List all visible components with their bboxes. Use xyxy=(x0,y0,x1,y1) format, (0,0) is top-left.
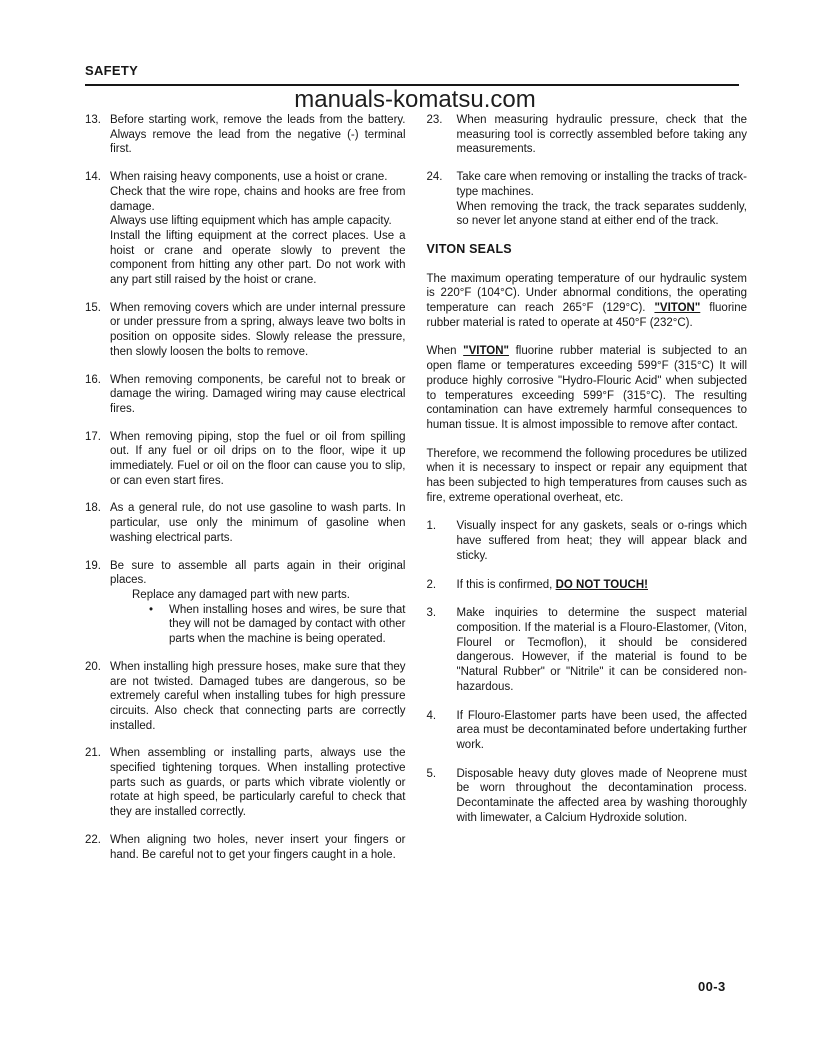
item-number: 14. xyxy=(85,171,101,184)
item-number: 2. xyxy=(426,578,437,591)
viton-paragraph-2 xyxy=(427,344,748,432)
paragraph: Check that the wire rope, chains and hooks are free from damage. xyxy=(110,185,406,213)
list-item-16 xyxy=(85,373,406,417)
paragraph: When assembling or installing parts, always use the specified tightening torques. When installing protective parts such as guards, or parts which vibrate violently or rotate at high speed, be particularly careful to check that they are installed correctly. xyxy=(110,747,406,819)
viton-paragraph-1 xyxy=(427,272,748,331)
list-item-24 xyxy=(427,170,748,229)
item-body xyxy=(110,113,406,157)
page-number: 00-3 xyxy=(698,979,726,994)
procedure-text: Make inquiries to determine the suspect material composition. If the material is a Flouro-Elastomer, (Viton, Flourel or Tecmoflon), it should be considered dangerous. However, if the material is found to be "Natural Rubber" or "Nitrile" it can be considered non-hazardous. xyxy=(456,607,747,693)
item-number: 23. xyxy=(426,114,443,126)
list-item-17 xyxy=(85,430,406,489)
item-number: 5. xyxy=(426,767,437,780)
item-number: 15. xyxy=(85,301,101,314)
viton-emphasis: "VITON" xyxy=(463,345,509,358)
right-column xyxy=(427,113,748,875)
paragraph: When removing components, be careful not to break or damage the wiring. Damaged wiring may cause electrical fires. xyxy=(110,373,406,415)
paragraph: Always use lifting equipment which has ample capacity. xyxy=(110,215,392,228)
procedure-item-3 xyxy=(427,606,748,694)
paragraph: As a general rule, do not use gasoline to wash parts. In particular, use only the minimum of gasoline when washing electrical parts. xyxy=(110,502,406,544)
item-number: 13. xyxy=(85,114,101,126)
content-columns xyxy=(85,113,747,875)
item-body xyxy=(110,660,406,734)
page-title: SAFETY xyxy=(85,63,139,78)
paragraph: Take care when removing or installing the tracks of track-type machines. xyxy=(456,171,747,198)
item-body xyxy=(110,430,406,489)
procedure-item-1 xyxy=(427,519,748,563)
paragraph: When removing the track, the track separates suddenly, so never let anyone stand at either end of the track. xyxy=(456,200,747,228)
item-body xyxy=(110,833,406,862)
item-number: 19. xyxy=(85,559,101,572)
paragraph-text: fluorine rubber material is subjected to an open flame or temperatures exceeding 599°F (315°C) It will produce highly corrosive "Hydro-Flouric Acid" when subjected to temperatures exceeding 599°F (315°C). The resulting contamination can have extremely harmful consequences to human tissue. It is almost impossible to remove after contact. xyxy=(426,345,747,431)
list-item-21 xyxy=(85,746,406,820)
paragraph: When removing piping, stop the fuel or oil from spilling out. If any fuel or oil drips on to the floor, wipe it up immediately. Fuel or oil on the floor can cause you to slip, or can even start fires. xyxy=(110,430,406,487)
paragraph-text: The maximum operating temperature of our hydraulic system is 220°F (104°C). Under abnormal conditions, the operating temperature can reach 265°F (129°C). xyxy=(426,272,747,315)
paragraph: Install the lifting equipment at the correct places. Use a hoist or crane and operate slowly to prevent the component from hitting any other part. Do not work with any part still raised by the hoist or crane. xyxy=(110,229,406,287)
item-number: 20. xyxy=(85,660,101,673)
item-body xyxy=(110,501,406,545)
item-number: 17. xyxy=(85,430,101,443)
paragraph: Be sure to assemble all parts again in their original places. xyxy=(110,559,406,587)
list-item-23 xyxy=(427,113,748,157)
item-body xyxy=(457,170,748,229)
section-heading-viton-seals: VITON SEALS xyxy=(426,241,512,256)
procedure-text: Visually inspect for any gaskets, seals or o-rings which have suffered from heat; they will appear black and sticky. xyxy=(456,520,747,562)
procedure-text: Disposable heavy duty gloves made of Neoprene must be worn throughout the decontamination process. Decontaminate the affected area by washing thoroughly with limewater, a Calcium Hydroxide solution. xyxy=(456,767,747,824)
item-body xyxy=(110,170,406,288)
sub-paragraph: Replace any damaged part with new parts. xyxy=(132,588,350,601)
paragraph: When raising heavy components, use a hoist or crane. xyxy=(110,171,388,184)
item-body xyxy=(110,373,406,417)
paragraph-text: fluorine rubber material is rated to operate at 450°F (232°C). xyxy=(426,302,747,329)
list-item-20 xyxy=(85,660,406,734)
item-number: 16. xyxy=(85,373,101,386)
item-number: 24. xyxy=(426,171,443,184)
procedure-text: If Flouro-Elastomer parts have been used, the affected area must be decontaminated before undertaking further work. xyxy=(456,709,747,751)
item-body xyxy=(457,113,748,157)
paragraph-text: When xyxy=(426,345,464,358)
item-body xyxy=(110,746,406,820)
list-item-22 xyxy=(85,833,406,862)
watermark: manuals-komatsu.com xyxy=(294,86,536,113)
paragraph-text: If this is confirmed, xyxy=(456,578,556,591)
do-not-touch-emphasis: DO NOT TOUCH! xyxy=(555,578,648,591)
paragraph: When aligning two holes, never insert your fingers or hand. Be careful not to get your fingers caught in a hole. xyxy=(110,833,406,861)
viton-paragraph-3: Therefore, we recommend the following procedures be utilized when it is necessary to inspect or repair any equipment that has been subjected to high temperatures from causes such as fire, extreme operational overheat, etc. xyxy=(426,447,747,504)
item-number: 21. xyxy=(85,747,101,760)
item-number: 3. xyxy=(426,607,437,620)
item-number: 1. xyxy=(426,520,437,533)
item-number: 18. xyxy=(85,502,101,515)
item-body xyxy=(110,559,406,647)
list-item-14 xyxy=(85,170,406,288)
paragraph: When measuring hydraulic pressure, check that the measuring tool is correctly assembled before taking any measurements. xyxy=(456,114,747,156)
list-item-18 xyxy=(85,501,406,545)
item-body xyxy=(110,301,406,360)
procedure-text xyxy=(457,578,748,593)
list-item-13 xyxy=(85,113,406,157)
paragraph: Before starting work, remove the leads from the battery. Always remove the lead from the negative (-) terminal first. xyxy=(110,114,406,156)
list-item-15 xyxy=(85,301,406,360)
bullet-text: When installing hoses and wires, be sure that they will not be damaged by contact with other parts when the machine is being operated. xyxy=(169,603,406,646)
procedure-item-5 xyxy=(427,767,748,826)
bullet-glyph: • xyxy=(149,603,154,616)
paragraph: When installing high pressure hoses, make sure that they are not twisted. Damaged tubes are dangerous, so be extremely careful when installing tubes for high pressure circuits. Also check that connecting parts are correctly installed. xyxy=(110,660,406,732)
procedure-item-2 xyxy=(427,578,748,593)
bullet-item xyxy=(149,603,406,647)
item-number: 22. xyxy=(85,833,101,846)
procedure-item-4 xyxy=(427,709,748,753)
paragraph: When removing covers which are under internal pressure or under pressure from a spring, always leave two bolts in position on opposite sides. Slowly release the pressure, then slowly loosen the bolts to remove. xyxy=(110,301,406,358)
viton-emphasis: "VITON" xyxy=(654,302,701,315)
item-number: 4. xyxy=(426,709,437,722)
list-item-19 xyxy=(85,559,406,647)
left-column xyxy=(85,113,406,875)
